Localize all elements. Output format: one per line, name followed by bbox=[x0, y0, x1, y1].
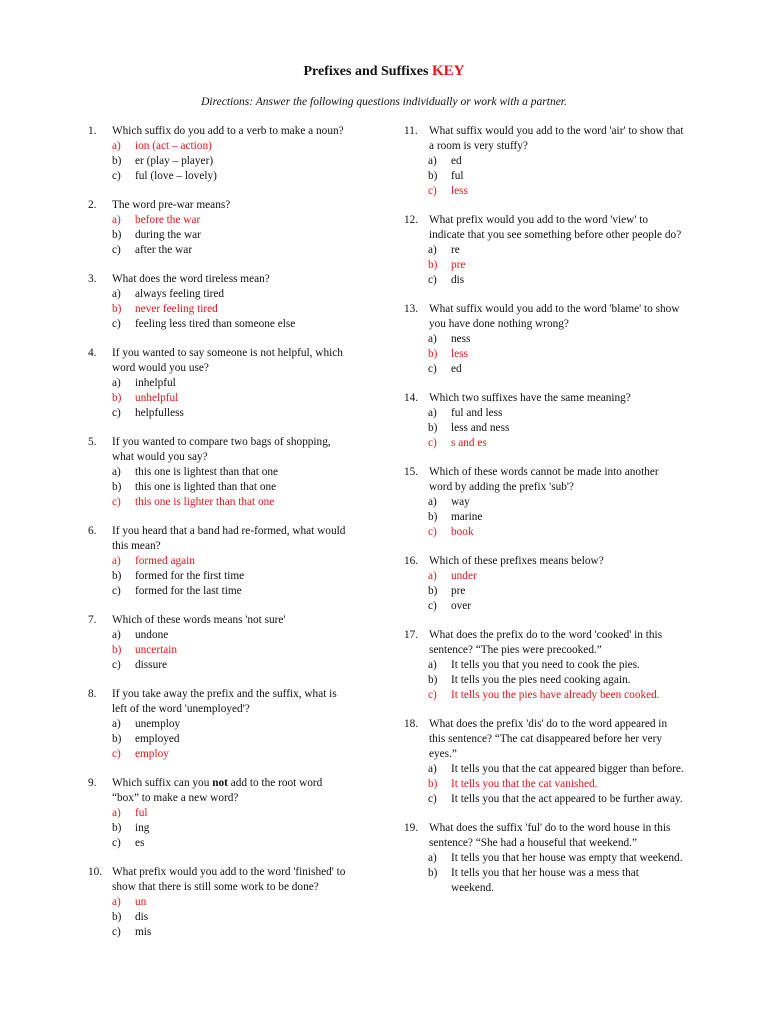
answer-options bbox=[112, 628, 348, 673]
question-block bbox=[88, 346, 348, 421]
question-block bbox=[404, 717, 684, 807]
answer-options bbox=[428, 658, 684, 703]
option-text: formed for the last time bbox=[135, 585, 242, 597]
correct-answer-option bbox=[428, 258, 684, 273]
option-letter: b) bbox=[112, 229, 122, 241]
question-text bbox=[88, 865, 348, 895]
option-text: uncertain bbox=[135, 644, 178, 656]
option-letter: c) bbox=[428, 689, 437, 701]
answer-option bbox=[112, 169, 348, 184]
option-text: It tells you that her house was empty that weekend. bbox=[451, 852, 683, 864]
question-number: 17. bbox=[404, 629, 419, 641]
question-text-part: What suffix would you add to the word 'blame' to show you have done nothing wrong? bbox=[429, 303, 680, 330]
question-text bbox=[404, 302, 684, 332]
question-block bbox=[404, 554, 684, 614]
question-text bbox=[404, 821, 684, 851]
question-number: 18. bbox=[404, 718, 419, 730]
question-number: 12. bbox=[404, 214, 419, 226]
option-letter: c) bbox=[112, 170, 121, 182]
question-text bbox=[88, 776, 348, 806]
question-text-part: What does the prefix do to the word 'cooked' in this sentence? “The pies were precooked.” bbox=[429, 629, 663, 656]
option-letter: b) bbox=[428, 511, 438, 523]
question-text-part: Which of these prefixes means below? bbox=[429, 555, 604, 567]
question-block bbox=[404, 391, 684, 451]
answer-options bbox=[428, 243, 684, 288]
option-text: this one is lightest than that one bbox=[135, 466, 279, 478]
correct-answer-option bbox=[428, 525, 684, 540]
answer-option bbox=[428, 673, 684, 688]
question-emphasis: not bbox=[212, 777, 228, 789]
question-text-part: Which suffix can you bbox=[112, 777, 213, 789]
option-letter: a) bbox=[112, 629, 121, 641]
question-text-part: What does the prefix 'dis' do to the word appeared in this sentence? “The cat disappeared before her very eyes.” bbox=[429, 718, 668, 760]
option-text: dis bbox=[451, 274, 465, 286]
correct-answer-option bbox=[428, 777, 684, 792]
answer-option bbox=[112, 910, 348, 925]
question-number: 6. bbox=[88, 525, 97, 537]
answer-option bbox=[112, 584, 348, 599]
question-text-part: If you take away the prefix and the suffix, what is left of the word 'unemployed'? bbox=[112, 688, 337, 715]
question-block bbox=[88, 613, 348, 673]
option-letter: c) bbox=[112, 244, 121, 256]
option-letter: a) bbox=[428, 244, 437, 256]
option-letter: a) bbox=[112, 140, 121, 152]
answer-option bbox=[112, 925, 348, 940]
question-block bbox=[88, 435, 348, 510]
option-text: ful bbox=[135, 807, 148, 819]
option-text: dis bbox=[135, 911, 149, 923]
question-text bbox=[88, 687, 348, 717]
option-letter: c) bbox=[428, 185, 437, 197]
answer-options bbox=[428, 569, 684, 614]
option-text: It tells you that you need to cook the pies. bbox=[451, 659, 640, 671]
option-text: unemploy bbox=[135, 718, 181, 730]
correct-answer-option bbox=[428, 436, 684, 451]
answer-option bbox=[428, 362, 684, 377]
option-letter: c) bbox=[112, 659, 121, 671]
question-block bbox=[404, 213, 684, 288]
option-text: employ bbox=[135, 748, 169, 760]
question-block bbox=[88, 272, 348, 332]
correct-answer-option bbox=[428, 569, 684, 584]
option-text: s and es bbox=[451, 437, 487, 449]
answer-options bbox=[112, 376, 348, 421]
option-letter: c) bbox=[112, 748, 121, 760]
correct-answer-option bbox=[112, 806, 348, 821]
title-text: Prefixes and Suffixes bbox=[303, 64, 429, 79]
option-text: always feeling tired bbox=[135, 288, 225, 300]
answer-options bbox=[112, 139, 348, 184]
answer-options bbox=[112, 287, 348, 332]
option-text: undone bbox=[135, 629, 169, 641]
question-text-part: If you wanted to say someone is not helpful, which word would you use? bbox=[112, 347, 343, 374]
question-number: 4. bbox=[88, 347, 97, 359]
question-block bbox=[404, 124, 684, 199]
option-text: under bbox=[451, 570, 477, 582]
option-text: ful and less bbox=[451, 407, 503, 419]
option-letter: a) bbox=[112, 896, 121, 908]
question-block bbox=[404, 302, 684, 377]
option-letter: c) bbox=[428, 600, 437, 612]
answer-options bbox=[428, 762, 684, 807]
option-letter: a) bbox=[112, 288, 121, 300]
option-letter: b) bbox=[112, 733, 122, 745]
question-text bbox=[88, 346, 348, 376]
option-text: formed for the first time bbox=[135, 570, 245, 582]
option-text: un bbox=[135, 896, 147, 908]
option-text: book bbox=[451, 526, 474, 538]
answer-option bbox=[428, 866, 684, 896]
question-text bbox=[88, 198, 348, 213]
option-text: less and ness bbox=[451, 422, 510, 434]
question-number: 8. bbox=[88, 688, 97, 700]
answer-option bbox=[428, 421, 684, 436]
option-letter: b) bbox=[428, 585, 438, 597]
option-letter: b) bbox=[112, 303, 122, 315]
correct-answer-option bbox=[428, 688, 684, 703]
correct-answer-option bbox=[428, 184, 684, 199]
option-text: pre bbox=[451, 259, 466, 271]
option-text: It tells you the pies need cooking again. bbox=[451, 674, 631, 686]
option-letter: b) bbox=[428, 778, 438, 790]
option-text: less bbox=[451, 348, 468, 360]
option-text: this one is lighted than that one bbox=[135, 481, 277, 493]
question-text bbox=[404, 391, 684, 406]
option-text: ness bbox=[451, 333, 471, 345]
answer-option bbox=[428, 154, 684, 169]
option-letter: b) bbox=[112, 392, 122, 404]
option-text: ing bbox=[135, 822, 150, 834]
answer-options bbox=[112, 213, 348, 258]
option-letter: b) bbox=[428, 259, 438, 271]
option-text: es bbox=[135, 837, 145, 849]
option-letter: a) bbox=[428, 333, 437, 345]
question-text-part: What does the word tireless mean? bbox=[112, 273, 270, 285]
question-text-part: What prefix would you add to the word 'finished' to show that there is still some work to be done? bbox=[112, 866, 346, 893]
option-letter: b) bbox=[112, 481, 122, 493]
answer-option bbox=[428, 792, 684, 807]
option-letter: b) bbox=[428, 422, 438, 434]
option-letter: c) bbox=[428, 793, 437, 805]
option-text: formed again bbox=[135, 555, 195, 567]
answer-option bbox=[112, 732, 348, 747]
option-letter: a) bbox=[428, 155, 437, 167]
option-text: ed bbox=[451, 155, 462, 167]
correct-answer-option bbox=[112, 213, 348, 228]
question-text bbox=[404, 465, 684, 495]
question-block bbox=[404, 821, 684, 896]
answer-option bbox=[112, 628, 348, 643]
question-block bbox=[404, 628, 684, 703]
answer-option bbox=[112, 406, 348, 421]
question-text-part: If you heard that a band had re-formed, what would this mean? bbox=[112, 525, 346, 552]
option-letter: a) bbox=[112, 214, 121, 226]
question-text bbox=[88, 613, 348, 628]
option-letter: a) bbox=[428, 570, 437, 582]
option-text: It tells you that the cat vanished. bbox=[451, 778, 598, 790]
option-text: It tells you that her house was a mess that weekend. bbox=[451, 867, 639, 894]
question-text bbox=[88, 124, 348, 139]
question-block bbox=[404, 465, 684, 540]
option-text: helpfulless bbox=[135, 407, 184, 419]
option-letter: c) bbox=[428, 526, 437, 538]
answer-options bbox=[428, 495, 684, 540]
option-letter: c) bbox=[112, 585, 121, 597]
answer-options bbox=[428, 332, 684, 377]
option-letter: c) bbox=[428, 437, 437, 449]
answer-options bbox=[112, 465, 348, 510]
question-text-part: Which suffix do you add to a verb to make a noun? bbox=[112, 125, 344, 137]
option-text: marine bbox=[451, 511, 483, 523]
option-text: ion (act – action) bbox=[135, 140, 212, 152]
question-number: 1. bbox=[88, 125, 97, 137]
question-number: 16. bbox=[404, 555, 419, 567]
answer-options bbox=[112, 895, 348, 940]
correct-answer-option bbox=[112, 495, 348, 510]
directions: Directions: Answer the following questions individually or work with a partner. bbox=[201, 96, 567, 108]
question-block bbox=[88, 865, 348, 940]
option-text: over bbox=[451, 600, 472, 612]
answer-options bbox=[428, 851, 684, 896]
question-text-part: What does the suffix 'ful' do to the word house in this sentence? “She had a houseful that weekend.” bbox=[429, 822, 671, 849]
correct-answer-option bbox=[112, 391, 348, 406]
question-text bbox=[88, 435, 348, 465]
option-text: inhelpful bbox=[135, 377, 176, 389]
option-letter: c) bbox=[112, 496, 121, 508]
correct-answer-option bbox=[112, 139, 348, 154]
option-letter: a) bbox=[112, 466, 121, 478]
option-text: It tells you that the cat appeared bigger than before. bbox=[451, 763, 684, 775]
option-letter: c) bbox=[112, 837, 121, 849]
option-text: ful (love – lovely) bbox=[135, 170, 217, 182]
answer-option bbox=[112, 376, 348, 391]
option-letter: a) bbox=[428, 496, 437, 508]
correct-answer-option bbox=[112, 895, 348, 910]
option-letter: a) bbox=[112, 377, 121, 389]
question-text-part: The word pre-war means? bbox=[112, 199, 231, 211]
option-text: feeling less tired than someone else bbox=[135, 318, 296, 330]
correct-answer-option bbox=[112, 643, 348, 658]
answer-options bbox=[112, 806, 348, 851]
option-letter: b) bbox=[112, 644, 122, 656]
answer-option bbox=[428, 851, 684, 866]
answer-option bbox=[112, 228, 348, 243]
option-letter: c) bbox=[428, 363, 437, 375]
option-letter: b) bbox=[428, 170, 438, 182]
question-number: 2. bbox=[88, 199, 97, 211]
answer-option bbox=[112, 154, 348, 169]
question-number: 10. bbox=[88, 866, 103, 878]
answer-options bbox=[112, 554, 348, 599]
key-label: KEY bbox=[431, 63, 465, 79]
answer-option bbox=[112, 717, 348, 732]
question-number: 11. bbox=[404, 125, 418, 137]
question-text-part: What suffix would you add to the word 'air' to show that a room is very stuffy? bbox=[429, 125, 684, 152]
question-block bbox=[88, 687, 348, 762]
question-text bbox=[404, 717, 684, 762]
question-text bbox=[88, 272, 348, 287]
question-text-part: What prefix would you add to the word 'view' to indicate that you see something before other people do? bbox=[429, 214, 682, 241]
option-text: unhelpful bbox=[135, 392, 179, 404]
option-letter: a) bbox=[112, 718, 121, 730]
question-number: 15. bbox=[404, 466, 419, 478]
option-text: re bbox=[451, 244, 460, 256]
option-text: dissure bbox=[135, 659, 168, 671]
option-text: It tells you that the act appeared to be further away. bbox=[451, 793, 683, 805]
option-text: less bbox=[451, 185, 468, 197]
option-text: after the war bbox=[135, 244, 193, 256]
option-letter: c) bbox=[112, 926, 121, 938]
option-text: way bbox=[451, 496, 470, 508]
question-text bbox=[404, 554, 684, 569]
answer-options bbox=[428, 406, 684, 451]
correct-answer-option bbox=[428, 347, 684, 362]
question-number: 13. bbox=[404, 303, 419, 315]
answer-option bbox=[112, 465, 348, 480]
option-letter: b) bbox=[112, 822, 122, 834]
question-text-part: Which of these words cannot be made into another word by adding the prefix 'sub'? bbox=[429, 466, 659, 493]
question-text-part: add to the root word “box” to make a new word? bbox=[112, 777, 323, 804]
answer-option bbox=[428, 406, 684, 421]
question-block bbox=[88, 524, 348, 599]
question-number: 5. bbox=[88, 436, 97, 448]
answer-option bbox=[428, 658, 684, 673]
answer-option bbox=[428, 584, 684, 599]
option-text: before the war bbox=[135, 214, 201, 226]
option-text: It tells you the pies have already been cooked. bbox=[451, 689, 660, 701]
option-letter: b) bbox=[112, 155, 122, 167]
answer-option bbox=[428, 599, 684, 614]
correct-answer-option bbox=[112, 302, 348, 317]
question-text bbox=[88, 524, 348, 554]
question-text-part: Which two suffixes have the same meaning? bbox=[429, 392, 631, 404]
answer-option bbox=[112, 480, 348, 495]
question-text-part: If you wanted to compare two bags of shopping, what would you say? bbox=[112, 436, 331, 463]
option-text: employed bbox=[135, 733, 180, 745]
correct-answer-option bbox=[112, 554, 348, 569]
correct-answer-option bbox=[112, 747, 348, 762]
question-text-part: Which of these words means 'not sure' bbox=[112, 614, 286, 626]
answer-option bbox=[112, 287, 348, 302]
answer-options bbox=[428, 154, 684, 199]
answer-option bbox=[428, 510, 684, 525]
question-number: 7. bbox=[88, 614, 97, 626]
option-text: ful bbox=[451, 170, 464, 182]
option-text: never feeling tired bbox=[135, 303, 218, 315]
answer-option bbox=[428, 243, 684, 258]
option-letter: a) bbox=[112, 555, 121, 567]
option-text: mis bbox=[135, 926, 152, 938]
option-letter: a) bbox=[112, 807, 121, 819]
question-number: 14. bbox=[404, 392, 419, 404]
option-letter: c) bbox=[112, 318, 121, 330]
option-letter: b) bbox=[428, 867, 438, 879]
left-column bbox=[88, 124, 348, 940]
answer-option bbox=[112, 317, 348, 332]
answer-option bbox=[112, 658, 348, 673]
option-letter: c) bbox=[112, 407, 121, 419]
option-letter: b) bbox=[112, 911, 122, 923]
question-number: 19. bbox=[404, 822, 419, 834]
answer-option bbox=[428, 332, 684, 347]
option-text: er (play – player) bbox=[135, 155, 214, 167]
question-block bbox=[88, 198, 348, 258]
answer-option bbox=[112, 569, 348, 584]
option-text: ed bbox=[451, 363, 462, 375]
answer-option bbox=[428, 495, 684, 510]
option-letter: c) bbox=[428, 274, 437, 286]
question-number: 9. bbox=[88, 777, 97, 789]
question-block bbox=[88, 124, 348, 184]
option-letter: a) bbox=[428, 852, 437, 864]
question-text bbox=[404, 628, 684, 658]
answer-options bbox=[112, 717, 348, 762]
option-text: during the war bbox=[135, 229, 201, 241]
question-number: 3. bbox=[88, 273, 97, 285]
answer-option bbox=[112, 243, 348, 258]
option-letter: b) bbox=[428, 674, 438, 686]
option-letter: b) bbox=[112, 570, 122, 582]
option-text: this one is lighter than that one bbox=[135, 496, 275, 508]
option-letter: a) bbox=[428, 659, 437, 671]
option-letter: b) bbox=[428, 348, 438, 360]
option-letter: a) bbox=[428, 407, 437, 419]
answer-option bbox=[428, 762, 684, 777]
question-text bbox=[404, 213, 684, 243]
answer-option bbox=[112, 836, 348, 851]
option-text: pre bbox=[451, 585, 466, 597]
question-block bbox=[88, 776, 348, 851]
answer-option bbox=[112, 821, 348, 836]
page-title bbox=[0, 63, 768, 80]
answer-option bbox=[428, 273, 684, 288]
right-column bbox=[404, 124, 684, 896]
answer-option bbox=[428, 169, 684, 184]
option-letter: a) bbox=[428, 763, 437, 775]
question-text bbox=[404, 124, 684, 154]
